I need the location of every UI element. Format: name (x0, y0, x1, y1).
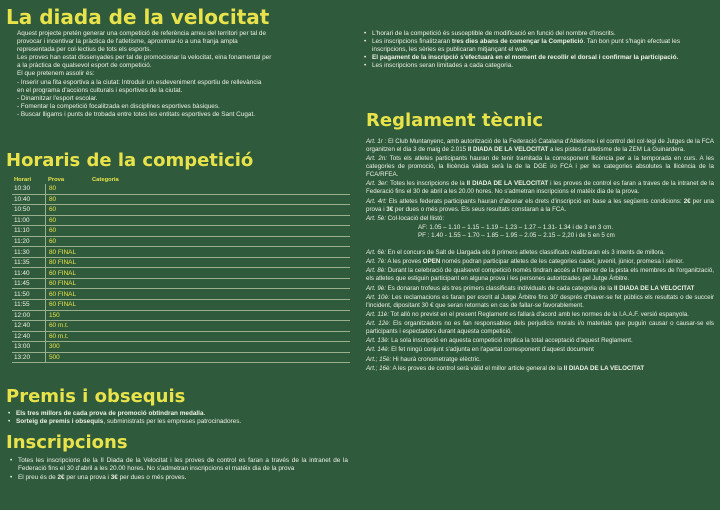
article-label: Art. 14è: (366, 346, 390, 354)
cell-prova: 60 FINAL (45, 268, 89, 278)
reglament-article (366, 198, 714, 214)
intro-line: a la pràctica de qualsevol esport de competició. (17, 62, 152, 70)
table-row (12, 353, 350, 364)
info-text: Les inscripcions finalitzaran (372, 38, 452, 46)
intro-line: - Buscar lligams i punts de trobada entre totes les entitats esportives de Sant Cugat. (17, 110, 256, 118)
list-item: • Totes les inscripcions de la II Diada de la Velocitat i les proves de control es faran a través de la intranet de la Federació fins el 30 d'abril a les 20.00 hores. No s'admetran inscripcions el matéix dia de la prova (10, 457, 348, 473)
article-text: Tots els atletes participants hauran de tenir tramitada la corresponent llicència per a la temporada en curs. A les categories de promoció, la llicència vàlida serà la de la DGE i/o FCA i per les categories absolutes la llicència de la FCA/RFEA. (366, 155, 714, 179)
article-bold: 3€ (386, 205, 394, 213)
article-text: per dues o més proves. Els seus resultats constaran a la FCA. (393, 205, 567, 213)
intro-line: en el programa d'accions culturals i esportives de la ciutat. (17, 86, 183, 94)
table-row (12, 300, 350, 311)
inscripcions-list (10, 457, 348, 483)
info-bold: tres dies abans de començar la Competició (451, 38, 584, 46)
cell-prova: 60 (45, 205, 89, 215)
article-text: A les proves de control serà vàlid el millor article general de la (391, 364, 564, 372)
cell-time: 10:30 (14, 185, 30, 193)
article-text: per una prova i (366, 197, 714, 213)
table-row (12, 268, 350, 279)
cell-time: 11:10 (14, 227, 30, 235)
reglament-article (366, 215, 714, 223)
article-text: Els organitzadors no es fan responsables dels perjudicis morals i/o materials que puguin causar o causar-se els participants i espectadors durant aquesta competició. (366, 320, 714, 336)
cell-time: 11:50 (14, 290, 30, 298)
cell-prova: 80 (45, 184, 89, 194)
article-label: Art. 4rt: (366, 197, 387, 205)
article-text: Col·locació del llistó: (385, 214, 445, 222)
article-bold: II DIADA DE LA VELOCITAT (613, 284, 695, 292)
table-row (12, 247, 350, 258)
price-text: per una prova i (64, 474, 111, 482)
cell-time: 12:00 (14, 311, 30, 319)
article-label: Art. 11è: (366, 310, 389, 318)
article-text: Totes les inscripcions de la (388, 180, 467, 188)
cell-time: 10:50 (14, 206, 30, 214)
article-label: Art. 3er: (366, 180, 389, 188)
article-label: Art. 7è: (366, 258, 386, 266)
cell-time: 12:40 (14, 322, 30, 330)
premis-item-bold: Sorteig de premis i obsequis (16, 418, 104, 426)
article-label: Art.; 16è: (366, 364, 392, 372)
article-text: Els atletes federats participants hauran d'abonar els drets d'inscripció en base a les següents condicions: (386, 197, 684, 205)
article-label: Art. 9è: (366, 284, 386, 292)
intro-line: El que pretenem assolir és: (17, 70, 95, 78)
cell-prova: 80 (45, 195, 89, 205)
article-label: Art. 8è: (366, 267, 387, 275)
premis-item-rest: . (203, 410, 206, 417)
article-label: Art.; 15è: (366, 355, 392, 363)
table-row (12, 321, 350, 332)
reglament-article (366, 138, 714, 154)
cell-time: 13:20 (14, 354, 30, 362)
reglament-indent: PF : 1.40 - 1.55 – 1.70 – 1.85 – 1.95 – 2.05 – 2.15 – 2,20 i de 5 en 5 cm (418, 231, 615, 239)
price-text: per dues o més proves. (117, 474, 187, 482)
article-text: Les reclamacions es faran per escrit al Jutge Àrbitre fins 30' després d'haver-se fet públics els resultats o de succeir l'incident, dipositant 30 € que seran retornats en cas de fallar-se favorablement. (366, 293, 715, 309)
article-bold: II DIADA DE LA VELOCITAT (466, 180, 549, 188)
article-text: El fet ningú conjunt s'adjunta en l'apartat corresponent d'aquest document (389, 346, 594, 354)
cell-time: 11:35 (14, 259, 30, 267)
article-text: A les proves (385, 258, 423, 266)
list-item (10, 474, 348, 482)
article-text: El Club Muntanyenc, amb autorització de la Federació Catalana d'Atletisme i el control del col·legi de Jutges de la FCA organitzen el dia 3 de maig de 2.015 (366, 138, 714, 153)
article-text: En el concurs de Salt de Llargada els 8 primers atletes classificats realitzaran els 3 intents de millora. (385, 248, 665, 256)
inscripcions-title: Inscripcions (6, 432, 128, 453)
header-categoria: Categoria (92, 176, 119, 183)
reglament-article (366, 346, 714, 354)
article-text: Tot allò no previst en el present Reglament es fallarà d'acord amb les normes de la I.A.A.F. versió espanyola. (388, 310, 689, 318)
reglament-article (366, 249, 714, 257)
article-bold: II DIADA DE LA VELOCITAT (467, 146, 549, 153)
cell-prova: 60 (45, 226, 89, 236)
table-row (12, 184, 350, 195)
article-label: Art. 10è: (366, 293, 390, 301)
article-bold: II DIADA DE LA VELOCITAT (563, 364, 645, 372)
cell-prova: 60 (45, 216, 89, 226)
intro-text (17, 30, 349, 119)
reglament-article (366, 285, 714, 293)
reglament-article (366, 180, 714, 196)
intro-line: Aquest projecte pretén generar una competició de referència arreu del territori per tal de (17, 30, 267, 37)
article-bold: 2€ (683, 197, 691, 205)
premis-item-bold: Els tres millors de cada prova de promoció obtindran medalla (16, 410, 204, 417)
info-bold: El pagament de la inscripció s'efectuarà en el moment de recollir el dorsal i confirmar la participació. (372, 54, 679, 62)
cell-prova: 80 FINAL (45, 247, 89, 257)
article-text: i les proves de control es faran a traves de la intranet de la Federació fins el 30 de abril a les 20.00 hores. No s'admetran inscripcions el matéix dia de la prova. (366, 180, 714, 196)
article-label: Art. 6è: (366, 248, 386, 256)
article-label: Art. 5è: (366, 214, 386, 222)
premis-item-rest: , subministrats per les empreses patrocinadores. (103, 418, 242, 426)
intro-line: representada per col·lectius de tots els esports. (17, 46, 152, 54)
cell-time: 11:20 (14, 238, 30, 245)
intro-line: - Fomentar la competició focalitzada en disciplines esportives bàsiques. (17, 102, 220, 110)
cell-prova: 60 FINAL (45, 289, 89, 299)
article-text: Es donaran trofeus als tres primers classificats individuals de cada categoria de la (385, 284, 614, 292)
cell-time: 11:55 (14, 301, 30, 309)
article-text: només podran participar atletes de les categories cadet, juvenil, júnior, promesa i sènior. (440, 258, 684, 266)
article-bold: OPEN (422, 258, 441, 266)
reglament-body (366, 138, 714, 374)
cell-prova: 60 m.t. (45, 321, 89, 331)
article-label: Art. 1r : (366, 138, 387, 145)
article-text: Hi haurà cronometratge elèctric. (391, 355, 481, 363)
schedule-header (12, 175, 350, 184)
reglament-article (366, 294, 714, 310)
reglament-article (366, 320, 714, 336)
price-value: 2€ (57, 474, 65, 482)
list-item: • Les inscripcions seran limitades a cada categoria. (364, 62, 714, 70)
premis-list (8, 410, 348, 426)
table-row (12, 342, 350, 353)
cell-prova: 60 m.t. (45, 332, 89, 342)
cell-prova: 80 FINAL (45, 258, 89, 268)
article-label: Art. 12è: (366, 320, 391, 328)
price-value: 3€ (110, 474, 118, 482)
article-label: Art. 2n: (366, 155, 387, 163)
reglament-article (366, 356, 714, 364)
table-row (12, 226, 350, 237)
reglament-title: Reglament tècnic (366, 110, 544, 131)
price-text: El preu és de (18, 474, 58, 482)
reglament-article (366, 337, 714, 345)
premis-title: Premis i obsequis (6, 386, 186, 407)
cell-prova: 60 FINAL (45, 300, 89, 310)
cell-time: 12:40 (14, 332, 30, 340)
list-item (8, 418, 348, 426)
reglament-article (366, 155, 714, 179)
intro-line: provocar i incentivar la pràctica de l'atletisme, aproximar-lo a una franja ampla (17, 38, 238, 46)
table-row (12, 258, 350, 269)
cell-time: 11:30 (14, 248, 30, 256)
cell-time: 11:00 (14, 216, 30, 224)
header-horari: Horari (14, 176, 32, 183)
cell-prova: 300 (45, 342, 89, 352)
intro-line: - Dinamitzar l'esport escolar. (17, 94, 98, 102)
table-row (12, 279, 350, 290)
cell-time: 11:40 (14, 269, 30, 277)
schedule-title: Horaris de la competició (6, 150, 254, 171)
reglament-indent: AF: 1.05 – 1.10 – 1.15 – 1.19 – 1.23 – 1.27 – 1.31- 1.34 i de 3 en 3 cm. (418, 223, 614, 231)
table-row (12, 216, 350, 227)
reglament-article (366, 258, 714, 266)
page-title: La diada de la velocitat (6, 5, 270, 29)
info-list (364, 30, 714, 70)
cell-time: 13:00 (14, 343, 30, 351)
article-text: a les pistes d'atletisme de la ZEM La Guinardera. (548, 146, 685, 153)
article-label: Art. 13è: (366, 337, 390, 345)
list-item (364, 38, 714, 54)
cell-prova: 60 (45, 237, 89, 247)
reglament-article (366, 267, 714, 283)
intro-line: Les proves han estat dissenyades per tal de promocionar la velocitat, eina fonamental per (17, 54, 272, 62)
cell-time: 10:40 (14, 195, 30, 203)
cell-time: 11:45 (14, 280, 30, 288)
info-text: . Tan bon punt s'hagin efectuat les inscripcions, les sèries es publicaran mitjançant el web. (372, 38, 681, 54)
table-row (12, 332, 350, 343)
table-row (12, 289, 350, 300)
article-text: Durant la celebració de qualsevol competició només tindran accés a l'interior de la pista els membres de l'organització, els atletes que estiguin participant en alguna prova i les persones autoritzades pel Jutge Àrbitre. (366, 267, 715, 283)
cell-prova: 150 (45, 311, 89, 321)
schedule-table (12, 175, 350, 363)
table-row (12, 237, 350, 248)
table-row (12, 205, 350, 216)
header-prova: Prova (48, 176, 65, 183)
article-text: La sola inscripció en aquesta competició implica la total acceptació d'aquest Reglament. (389, 337, 633, 345)
intro-line: - Inserir una fita esportiva a la ciutat: Introduir un esdeveniment esportiu de rellevància (17, 78, 262, 86)
table-row (12, 311, 350, 322)
cell-prova: 60 FINAL (45, 279, 89, 289)
reglament-article (366, 365, 714, 373)
list-item (8, 410, 348, 418)
cell-prova: 500 (45, 353, 89, 363)
list-item: • L'horari de la competició és susceptible de modificació en funció del nombre d'inscrits. (364, 30, 714, 38)
reglament-article (366, 311, 714, 319)
list-item (364, 54, 714, 62)
table-row (12, 195, 350, 206)
